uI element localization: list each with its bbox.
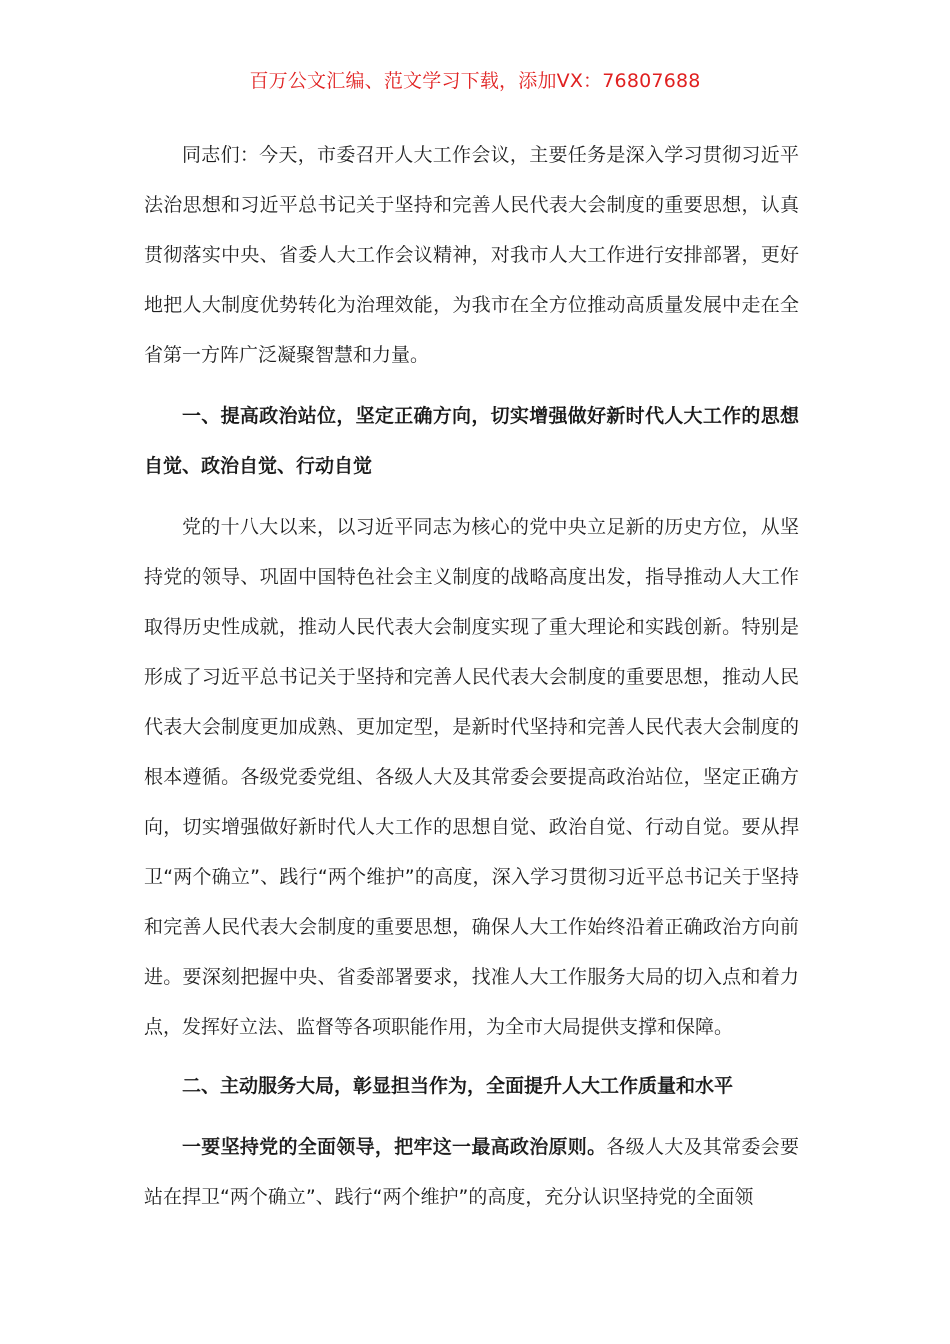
section-2-heading: 二、主动服务大局，彰显担当作为，全面提升人大工作质量和水平 <box>182 1075 734 1097</box>
section-2-lead-sentence: 一要坚持党的全面领导，把牢这一最高政治原则。 <box>182 1136 607 1158</box>
document-body <box>144 130 799 1222</box>
section-2-body-text: 各级人大及其常委会要站在捍卫“两个确立”、践行“两个维护”的高度，充分认识坚持党的全面领 <box>144 1136 799 1208</box>
intro-paragraph: 同志们：今天，市委召开人大工作会议，主要任务是深入学习贯彻习近平法治思想和习近平总书记关于坚持和完善人民代表大会制度的重要思想，认真贯彻落实中央、省委人大工作会议精神，对我市人大工作进行安排部署，更好地把人大制度优势转化为治理效能，为我市在全方位推动高质量发展中走在全省第一方阵广泛凝聚智慧和力量。 <box>144 144 799 366</box>
section-1-heading: 一、提高政治站位，坚定正确方向，切实增强做好新时代人大工作的思想自觉、政治自觉、行动自觉 <box>144 405 799 477</box>
header-watermark: 百万公文汇编、范文学习下载，添加VX：76807688 <box>249 70 701 92</box>
section-2-paragraph <box>144 1122 799 1222</box>
section-1-paragraph: 党的十八大以来，以习近平同志为核心的党中央立足新的历史方位，从坚持党的领导、巩固中国特色社会主义制度的战略高度出发，指导推动人大工作取得历史性成就，推动人民代表大会制度实现了重大理论和实践创新。特别是形成了习近平总书记关于坚持和完善人民代表大会制度的重要思想，推动人民代表大会制度更加成熟、更加定型，是新时代坚持和完善人民代表大会制度的根本遵循。各级党委党组、各级人大及其常委会要提高政治站位，坚定正确方向，切实增强做好新时代人大工作的思想自觉、政治自觉、行动自觉。要从捍卫“两个确立”、践行“两个维护”的高度，深入学习贯彻习近平总书记关于坚持和完善人民代表大会制度的重要思想，确保人大工作始终沿着正确政治方向前进。要深刻把握中央、省委部署要求，找准人大工作服务大局的切入点和着力点，发挥好立法、监督等各项职能作用，为全市大局提供支撑和保障。 <box>144 516 799 1038</box>
